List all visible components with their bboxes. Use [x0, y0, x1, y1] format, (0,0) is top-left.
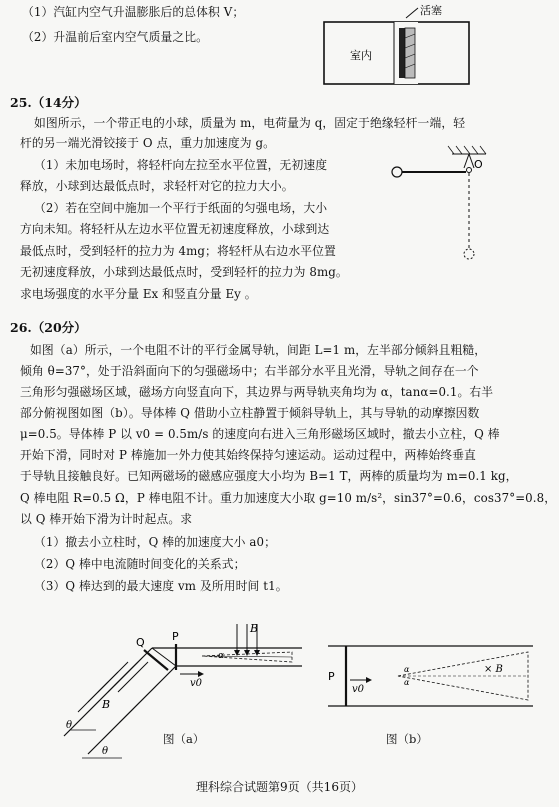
q25-line-5: （2）若在空间中施加一个平行于纸面的匀强电场，大小 [34, 201, 328, 215]
fig-a-label-B2: B [250, 622, 259, 635]
q25-line-8: 无初速度释放，小球到达最低点时，受到轻杆的拉力为 8mg。 [20, 265, 348, 279]
cylinder-diagram [320, 4, 480, 90]
q26-line-8: Q 棒电阻 R=0.5 Ω，P 棒电阻不计。重力加速度大小取 g=10 m/s²，sin37°=0.6，cos37°=0.8， [20, 491, 557, 505]
q24-sub1: （1）汽缸内空气升温膨胀后的总体积 V； [22, 5, 245, 19]
fig-a-caption: 图（a） [163, 732, 205, 746]
q26-sub2: （2）Q 棒中电流随时间变化的关系式； [34, 557, 246, 571]
q26-line-7: 于导轨且接触良好。已知两磁场的磁感应强度大小均为 B=1 T，两棒的质量均为 m=0.1 kg， [20, 469, 518, 483]
fig-a-label-theta1: θ [66, 720, 73, 731]
q25-line-4: 释放，小球到达最低点时，求轻杆对它的拉力大小。 [20, 179, 294, 193]
q26-line-6: 开始下滑，同时对 P 棒施加一外力使其始终保持匀速运动。运动过程中，两棒始终垂直 [20, 448, 476, 462]
fig-a-label-alpha: α [218, 651, 225, 661]
q24-sub2: （2）升温前后室内空气质量之比。 [22, 30, 209, 44]
fig-a-label-theta2: θ [102, 746, 109, 757]
q25-line-1: 如图所示，一个带正电的小球，质量为 m，电荷量为 q，固定于绝缘轻杆一端，轻 [34, 116, 466, 130]
page-footer: 理科综合试题第9页（共16页） [196, 780, 363, 794]
room-label: 室内 [350, 49, 372, 62]
q25-line-9: 求电场强度的水平分量 Ex 和竖直分量 Ey 。 [20, 287, 257, 301]
q26-line-3: 三角形匀强磁场区域，磁场方向竖直向下，其边界与两导轨夹角均为 α，tanα=0.1。右半 [20, 385, 494, 399]
q26-line-1: 如图（a）所示，一个电阻不计的平行金属导轨，间距 L=1 m，左半部分倾斜且粗糙， [30, 343, 487, 357]
fig-a-label-B1: B [102, 698, 111, 711]
q25-line-6: 方向未知。将轻杆从左边水平位置无初速度释放，小球到达 [20, 222, 330, 236]
q26-heading: 26.（20分） [10, 320, 87, 335]
pendulum-diagram [384, 142, 514, 272]
fig-a-label-v: v0 [190, 678, 203, 689]
ball-left [392, 167, 402, 177]
fig-b-label-B: × B [484, 664, 503, 675]
fig-b-label-v: v0 [352, 684, 365, 695]
figure-b-diagram [318, 638, 540, 718]
rod-Q [144, 650, 168, 670]
fig-b-label-alpha1: α [404, 665, 410, 674]
q26-line-5: μ=0.5。导体棒 P 以 v0 = 0.5m/s 的速度向右进入三角形磁场区域时，撤去小立柱，Q 棒 [20, 427, 500, 441]
fig-b-caption: 图（b） [386, 732, 428, 746]
q25-line-3: （1）未加电场时，将轻杆向左拉至水平位置，无初速度 [34, 158, 328, 172]
q26-line-4: 部分俯视图如图（b）。导体棒 Q 借助小立柱静置于倾斜导轨上，其与导轨的动摩擦因数 [20, 406, 480, 420]
fig-b-label-alpha2: α [404, 678, 410, 687]
q26-line-9: 以 Q 棒开始下滑为计时起点。求 [20, 512, 193, 526]
q25-heading: 25.（14分） [10, 95, 87, 110]
q26-line-2: 倾角 θ=37°，处于沿斜面向下的匀强磁场中；右半部分水平且光滑，导轨之间存在一个 [20, 364, 479, 378]
piston-label: 活塞 [420, 4, 442, 17]
ball-bottom [464, 249, 474, 259]
q25-line-2: 杆的另一端光滑铰接于 O 点，重力加速度为 g。 [20, 136, 276, 150]
pivot-label: O [474, 158, 483, 171]
fig-a-label-Q: Q [136, 636, 145, 649]
q26-sub1: （1）撤去小立柱时，Q 棒的加速度大小 a0； [34, 535, 277, 549]
fig-a-label-P: P [172, 630, 179, 643]
fig-b-label-P: P [328, 670, 335, 683]
q25-line-7: 最低点时，受到轻杆的拉力为 4mg；将轻杆从右边水平位置 [20, 244, 336, 258]
q26-sub3: （3）Q 棒达到的最大速度 vm 及所用时间 t1。 [34, 579, 288, 593]
